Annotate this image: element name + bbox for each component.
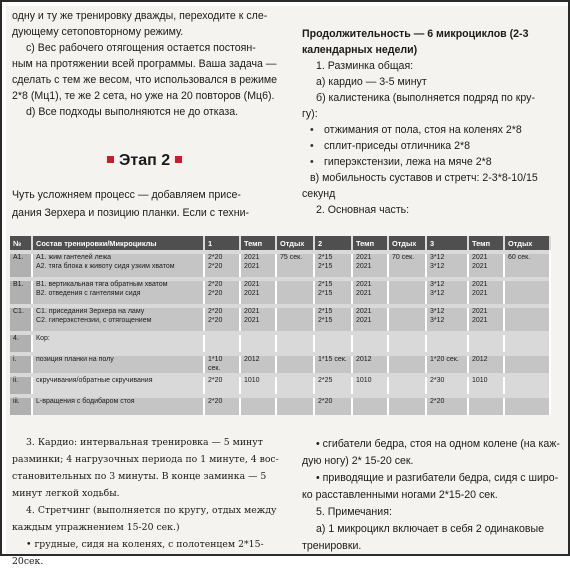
table-header-cell: Темп — [468, 236, 504, 250]
intro-paragraph — [12, 186, 280, 222]
red-square-icon — [107, 156, 114, 163]
calisthenics-line-2: гу): — [302, 108, 318, 120]
table-cell — [240, 335, 276, 352]
table-row — [10, 377, 550, 394]
table-cell: 2021 2021 — [240, 254, 276, 277]
table-cell: 3*12 3*12 — [426, 281, 468, 304]
bullet-text: гиперэкстензии, лежа на мяче 2*8 — [324, 156, 492, 168]
table-row — [10, 281, 550, 304]
text-line: ко расставленными ногами 2*15-20 сек. — [302, 489, 498, 501]
mobility-line-2: секунд — [302, 188, 336, 200]
main-part-heading: 2. Основная часть: — [316, 204, 410, 216]
cardio-line: а) кардио — 3-5 минут — [316, 76, 427, 88]
table-cell: 3*12 3*12 — [426, 254, 468, 277]
table-cell: 2*20 2*20 — [204, 281, 240, 304]
table-cell — [276, 377, 314, 394]
table-cell — [276, 335, 314, 352]
table-cell — [352, 335, 388, 352]
text-line: дания Зерхера и позицию планки. Если с техни- — [12, 207, 250, 219]
table-header-cell: Отдых — [388, 236, 426, 250]
table-cell — [504, 377, 550, 394]
exercise-cell: C1. приседания Зерхера на ламу C2. гиперэкстензии, с отягощением — [32, 308, 204, 331]
workout-table — [10, 236, 550, 408]
table-header-cell: Отдых — [504, 236, 550, 250]
table-cell: 2021 2021 — [240, 308, 276, 331]
table-cell: 2*30 — [426, 377, 468, 394]
table-cell — [204, 335, 240, 352]
table-cell: 4. — [10, 335, 32, 352]
table-row — [10, 356, 550, 373]
bullet-item — [302, 138, 564, 154]
exercise-cell: A1. жим гантелей лежа A2. тяга блока к животу сидя узким хватом — [32, 254, 204, 277]
book-page — [6, 6, 568, 567]
text-line: • грудные, сидя на коленях, с полотенцем 2*15-20сек. — [12, 539, 264, 567]
text-line: дую ногу) 2* 15-20 сек. — [302, 455, 414, 467]
table-cell: 1010 — [468, 377, 504, 394]
stage-title: Этап 2 — [119, 152, 171, 169]
table-cell — [468, 335, 504, 352]
table-header-cell: № — [10, 236, 32, 250]
table-cell: A1. — [10, 254, 32, 277]
table-cell — [240, 398, 276, 415]
text-line: • приводящие и разгибатели бедра, сидя с широ- — [316, 472, 559, 484]
table-cell — [276, 308, 314, 331]
text-line: с) Вес рабочего отягощения остается постоян- — [26, 42, 256, 54]
table-row — [10, 335, 550, 352]
calisthenics-line: б) калистеника (выполняется подряд по кру- — [316, 92, 535, 104]
text-line: одну и ту же тренировку дважды, переходите к сле- — [12, 10, 268, 22]
text-line: тренировки. — [302, 540, 362, 552]
exercise-cell: Кор: — [32, 335, 204, 352]
bullet-icon: • — [310, 156, 314, 168]
exercise-cell: B1. вертикальная тяга обратным хватом B2. отведения с гантелями сидя — [32, 281, 204, 304]
table-cell: 1010 — [240, 377, 276, 394]
table-cell: 2*20 — [426, 398, 468, 415]
exercise-cell: позиция планки на полу — [32, 356, 204, 373]
table-header-cell: Отдых — [276, 236, 314, 250]
table-cell: 2*15 2*15 — [314, 254, 352, 277]
table-header-cell: 1 — [204, 236, 240, 250]
table-cell: 2*25 — [314, 377, 352, 394]
table-cell: 2*20 — [204, 398, 240, 415]
table-header-cell: Темп — [240, 236, 276, 250]
table-header-cell: Темп — [352, 236, 388, 250]
table-cell: 2021 2021 — [468, 254, 504, 277]
table-cell: 2021 2021 — [352, 254, 388, 277]
table-cell: 2*20 — [314, 398, 352, 415]
table-cell — [276, 398, 314, 415]
text-line: 3. Кардио: интервальная тренировка — 5 минут — [26, 437, 263, 448]
table-cell: i. — [10, 356, 32, 373]
text-line: 2*8 (Мц1), те же 2 сета, но уже на 20 повторов (Мц6). — [12, 90, 275, 102]
right-column-top — [302, 26, 564, 218]
table-cell: 1*20 сек. — [426, 356, 468, 373]
bullet-text: сплит-приседы отличника 2*8 — [324, 140, 471, 152]
text-line: а) 1 микроцикл включает в себя 2 одинаковые — [316, 523, 544, 535]
table-cell: 2*15 2*15 — [314, 281, 352, 304]
mobility-line: в) мобильность суставов и стретч: 2-3*8-10/15 — [310, 172, 538, 184]
table-cell: B1. — [10, 281, 32, 304]
table-cell — [388, 356, 426, 373]
text-line: минут легкой ходьбы. — [12, 488, 120, 499]
table-cell — [468, 398, 504, 415]
table-cell: 1010 — [352, 377, 388, 394]
bullet-icon: • — [310, 140, 314, 152]
duration-heading: Продолжительность — 6 микроциклов (2-3 — [302, 28, 529, 40]
table-cell: 2*20 — [204, 377, 240, 394]
text-line: становительных по 3 минуты. В конце заминка — 5 — [12, 471, 267, 482]
lower-right-column — [302, 436, 564, 555]
text-line: сделать с тем же весом, что использовался в режиме — [12, 74, 278, 86]
bullet-text: отжимания от пола, стоя на коленях 2*8 — [324, 124, 522, 136]
table-cell: 2012 — [240, 356, 276, 373]
table-cell: 2012 — [468, 356, 504, 373]
table-cell — [388, 377, 426, 394]
table-cell — [276, 281, 314, 304]
table-cell: 1*15 сек. — [314, 356, 352, 373]
table-cell — [504, 335, 550, 352]
text-line: дующему сетоповторному режиму. — [12, 26, 184, 38]
text-line: 5. Примечания: — [316, 506, 392, 518]
text-line: 4. Стретчинг (выполняется по кругу, отдых между — [26, 505, 277, 516]
table-cell: 2*15 2*15 — [314, 308, 352, 331]
table-cell: 2*20 2*20 — [204, 308, 240, 331]
text-line: ным на протяжении всей программы. Ваша задача — — [12, 58, 277, 70]
text-line: Чуть усложняем процесс — добавляем присе- — [12, 189, 241, 201]
table-row — [10, 254, 550, 277]
table-row — [10, 308, 550, 331]
table-cell: 2021 2021 — [352, 308, 388, 331]
table-cell — [504, 308, 550, 331]
table-cell — [388, 335, 426, 352]
table-cell: 2021 2021 — [468, 281, 504, 304]
table-cell — [276, 356, 314, 373]
table-cell: C1. — [10, 308, 32, 331]
table-cell: 2021 2021 — [468, 308, 504, 331]
bullet-item — [302, 122, 564, 138]
table-cell: 2*20 2*20 — [204, 254, 240, 277]
table-cell: 1*10 сек. — [204, 356, 240, 373]
table-cell — [352, 398, 388, 415]
text-line: d) Все подходы выполняются не до отказа. — [26, 106, 239, 118]
table-row — [10, 398, 550, 415]
left-column-top — [12, 8, 280, 120]
table-cell: ii. — [10, 377, 32, 394]
table-cell: iii. — [10, 398, 32, 415]
table-cell: 60 сек. — [504, 254, 550, 277]
table-cell: 2021 2021 — [240, 281, 276, 304]
table-header-row — [10, 236, 550, 250]
exercise-cell: L-вращения с бодибаром стоя — [32, 398, 204, 415]
table-cell — [504, 398, 550, 415]
table-cell — [314, 335, 352, 352]
table-cell — [388, 308, 426, 331]
bullet-item — [302, 154, 564, 170]
table-header-cell: 2 — [314, 236, 352, 250]
text-line: • сгибатели бедра, стоя на одном колене (на каж- — [316, 438, 560, 450]
table-cell — [426, 335, 468, 352]
stage-heading — [102, 152, 202, 174]
table-header-cell: Состав тренировки/Микроциклы — [32, 236, 204, 250]
red-square-icon — [175, 156, 182, 163]
exercise-cell: скручивания/обратные скручивания — [32, 377, 204, 394]
bullet-icon: • — [310, 124, 314, 136]
text-line: разминки; 4 нагрузочных периода по 1 минуте, 4 вос- — [12, 454, 279, 465]
table-cell — [504, 281, 550, 304]
table-cell: 3*12 3*12 — [426, 308, 468, 331]
duration-heading-2: календарных недели) — [302, 44, 418, 56]
table-cell: 75 сек. — [276, 254, 314, 277]
table-cell — [388, 398, 426, 415]
table-cell: 70 сек. — [388, 254, 426, 277]
table-cell — [504, 356, 550, 373]
table-cell: 2021 2021 — [352, 281, 388, 304]
table-cell — [388, 281, 426, 304]
table-cell: 2012 — [352, 356, 388, 373]
table-header-cell: 3 — [426, 236, 468, 250]
text-line: каждым упражнением 15-20 сек.) — [12, 522, 180, 533]
warmup-heading: 1. Разминка общая: — [316, 60, 414, 72]
lower-left-column — [12, 434, 284, 570]
